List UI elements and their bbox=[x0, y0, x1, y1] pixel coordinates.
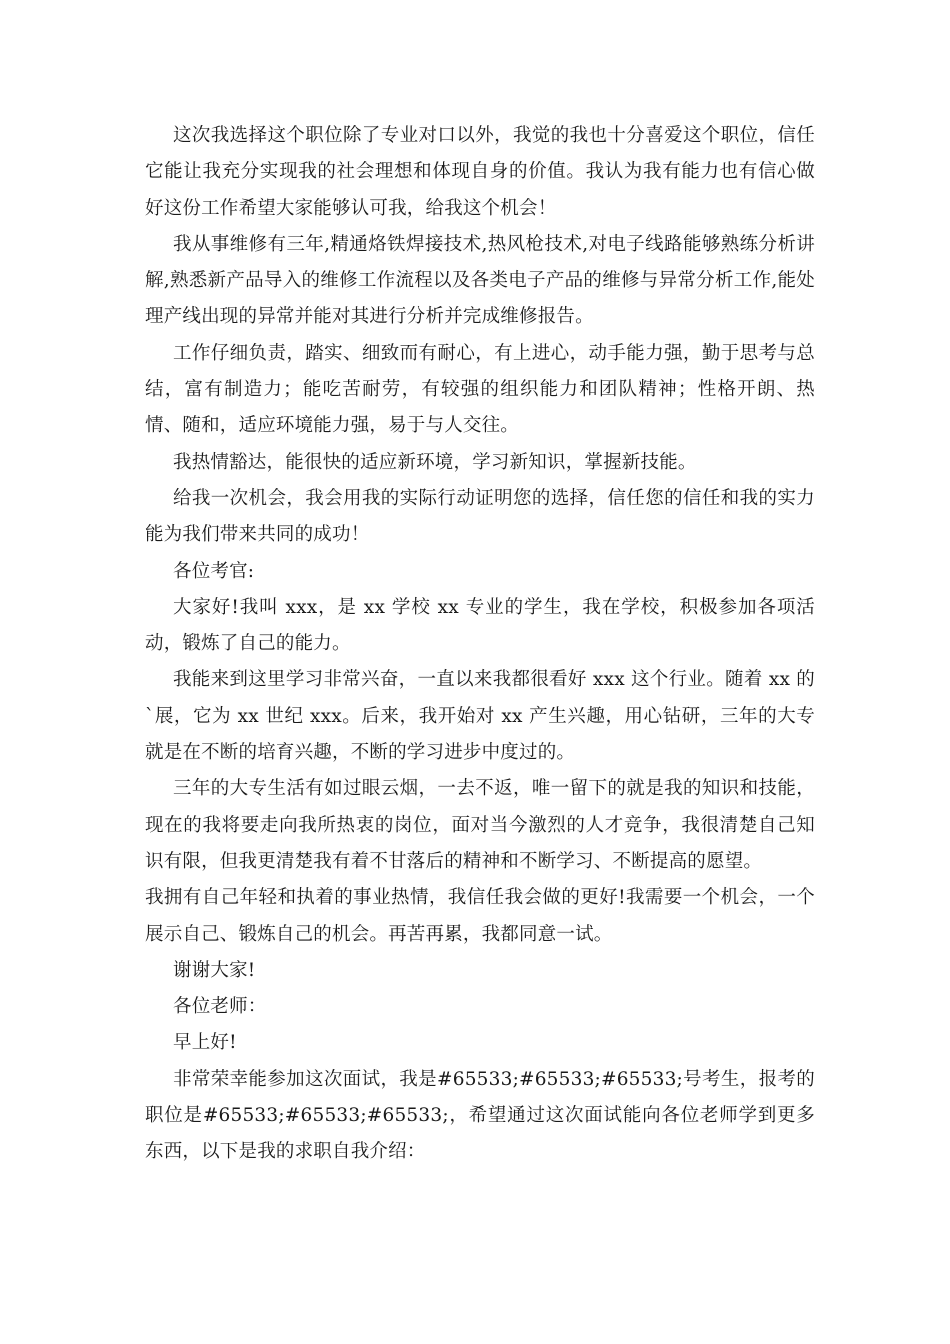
document-page bbox=[145, 118, 815, 1171]
paragraph-4: 我热情豁达，能很快的适应新环境，学习新知识，掌握新技能。 bbox=[173, 451, 697, 473]
paragraph-3: 工作仔细负责，踏实、细致而有耐心，有上进心，动手能力强，勤于思考与总结，富有制造力；能吃苦耐劳，有较强的组织能力和团队精神；性格开朗、热情、随和，适应环境能力强，易于与人交往。 bbox=[145, 342, 815, 437]
paragraph-1: 这次我选择这个职位除了专业对口以外，我觉的我也十分喜爱这个职位，信任它能让我充分实现我的社会理想和体现自身的价值。我认为我有能力也有信心做好这份工作希望大家能够认可我，给我这个机会！ bbox=[145, 125, 815, 219]
salutation-teachers: 各位老师： bbox=[173, 996, 267, 1018]
paragraph-8: 我能来到这里学习非常兴奋，一直以来我都很看好 xxx 这个行业。随着 xx 的`展，它为 xx 世纪 xxx。后来，我开始对 xx 产生兴趣，用心钻研，三年的大专就是在不断的培育兴趣，不断的学习进步中度过的。 bbox=[145, 669, 815, 764]
greeting-morning: 早上好! bbox=[173, 1032, 237, 1054]
paragraph-7: 大家好!我叫 xxx，是 xx 学校 xx 专业的学生，我在学校，积极参加各项活动，锻炼了自己的能力。 bbox=[145, 596, 815, 655]
salutation-examiners: 各位考官: bbox=[173, 560, 255, 582]
paragraph-2: 我从事维修有三年,精通烙铁焊接技术,热风枪技术,对电子线路能够熟练分析讲解,熟悉新产品导入的维修工作流程以及各类电子产品的维修与异常分析工作,能处理产线出现的异常并能对其进行分析并完成维修报告。 bbox=[145, 233, 815, 328]
paragraph-10: 我拥有自己年轻和执着的事业热情，我信任我会做的更好!我需要一个机会，一个展示自己、锻炼自己的机会。再苦再累，我都同意一试。 bbox=[145, 887, 815, 945]
paragraph-14: 非常荣幸能参加这次面试，我是#65533;#65533;#65533;号考生，报考的职位是#65533;#65533;#65533;，希望通过这次面试能向各位老师学到更多东西，以下是我的求职自我介绍： bbox=[145, 1068, 815, 1163]
paragraph-9: 三年的大专生活有如过眼云烟，一去不返，唯一留下的就是我的知识和技能，现在的我将要走向我所热衷的岗位，面对当今激烈的人才竞争，我很清楚自己知识有限，但我更清楚我有着不甘落后的精神和不断学习、不断提高的愿望。 bbox=[145, 778, 815, 872]
paragraph-5: 给我一次机会，我会用我的实际行动证明您的选择，信任您的信任和我的实力能为我们带来共同的成功！ bbox=[145, 487, 815, 546]
closing-thanks: 谢谢大家! bbox=[173, 959, 256, 981]
